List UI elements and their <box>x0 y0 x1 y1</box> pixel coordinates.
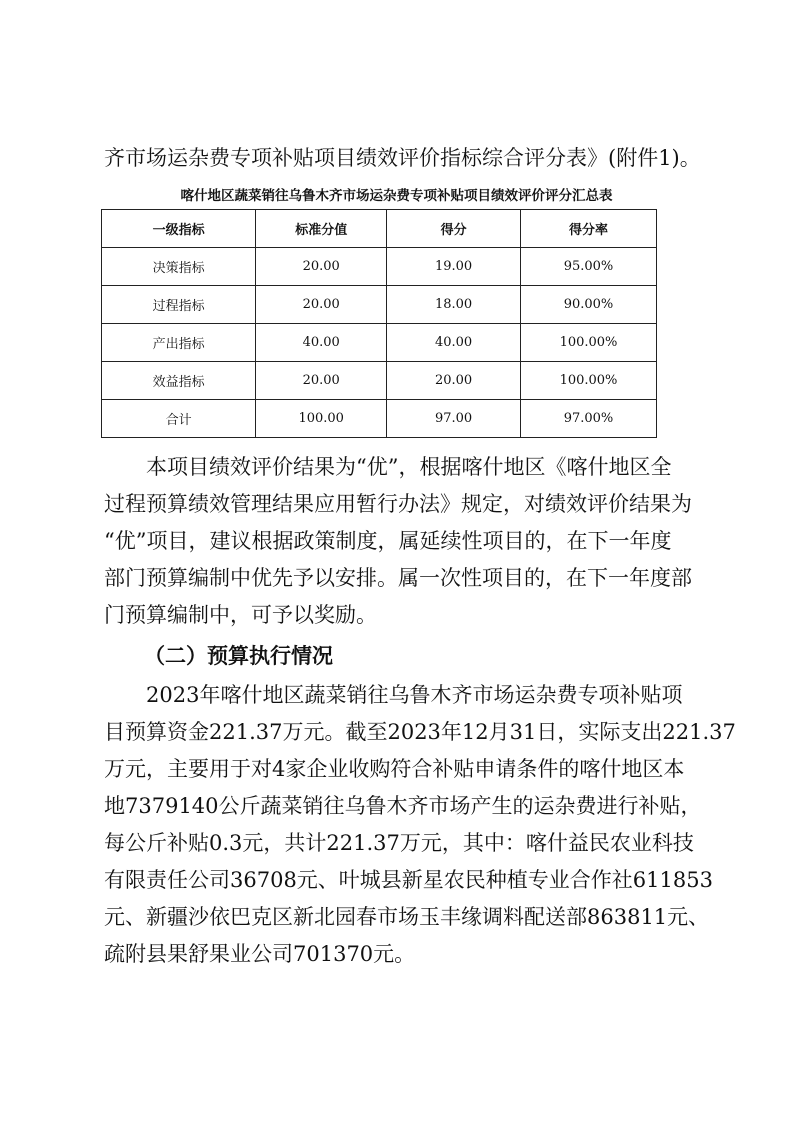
cell-score-rate: 100.00% <box>520 324 656 362</box>
cell-indicator: 效益指标 <box>102 362 256 400</box>
cell-standard-score: 20.00 <box>256 362 387 400</box>
cell-standard-score: 40.00 <box>256 324 387 362</box>
paragraph-line: 目预算资金221.37万元。截至2023年12月31日，实际支出221.37 <box>104 720 736 744</box>
cell-indicator: 产出指标 <box>102 324 256 362</box>
paragraph-line: 门预算编制中，可予以奖励。 <box>104 603 377 627</box>
intro-line: 齐市场运杂费专项补贴项目绩效评价指标综合评分表》(附件1)。 <box>104 146 701 170</box>
cell-indicator: 合计 <box>102 400 256 438</box>
paragraph-line: “优”项目，建议根据政策制度，属延续性项目的，在下一年度 <box>104 529 672 553</box>
table-row <box>102 286 657 324</box>
cell-indicator: 决策指标 <box>102 248 256 286</box>
cell-standard-score: 20.00 <box>256 248 387 286</box>
cell-score: 20.00 <box>387 362 521 400</box>
cell-standard-score: 100.00 <box>256 400 387 438</box>
cell-score: 18.00 <box>387 286 521 324</box>
header-score: 得分 <box>387 210 521 248</box>
cell-score-rate: 97.00% <box>520 400 656 438</box>
cell-score-rate: 95.00% <box>520 248 656 286</box>
cell-score: 40.00 <box>387 324 521 362</box>
table-header-row <box>102 210 657 248</box>
cell-score-rate: 90.00% <box>520 286 656 324</box>
header-score-rate: 得分率 <box>520 210 656 248</box>
cell-score: 97.00 <box>387 400 521 438</box>
paragraph-line: 疏附县果舒果业公司701370元。 <box>104 942 416 966</box>
table-title: 喀什地区蔬菜销往乌鲁木齐市场运杂费专项补贴项目绩效评价评分汇总表 <box>180 188 613 204</box>
table-row <box>102 248 657 286</box>
cell-indicator: 过程指标 <box>102 286 256 324</box>
paragraph-line: 万元，主要用于对4家企业收购符合补贴申请条件的喀什地区本 <box>104 757 685 781</box>
table-row <box>102 324 657 362</box>
cell-standard-score: 20.00 <box>256 286 387 324</box>
paragraph-line: 有限责任公司36708元、叶城县新星农民种植专业合作社611853 <box>104 868 713 892</box>
paragraph-line: 每公斤补贴0.3元，共计221.37万元，其中：喀什益民农业科技 <box>104 831 694 855</box>
cell-score-rate: 100.00% <box>520 362 656 400</box>
section-heading: （二）预算执行情况 <box>144 644 333 668</box>
header-standard-score: 标准分值 <box>256 210 387 248</box>
score-summary-table <box>101 209 657 438</box>
header-primary-indicator: 一级指标 <box>102 210 256 248</box>
paragraph-line: 部门预算编制中优先予以安排。属一次性项目的，在下一年度部 <box>104 566 692 590</box>
cell-score: 19.00 <box>387 248 521 286</box>
paragraph-line: 2023年喀什地区蔬菜销往乌鲁木齐市场运杂费专项补贴项 <box>146 683 683 707</box>
paragraph-line: 元、新疆沙依巴克区新北园春市场玉丰缘调料配送部863811元、 <box>104 905 710 929</box>
table-row <box>102 362 657 400</box>
paragraph-line: 本项目绩效评价结果为“优”，根据喀什地区《喀什地区全 <box>146 455 672 479</box>
paragraph-line: 地7379140公斤蔬菜销往乌鲁木齐市场产生的运杂费进行补贴， <box>104 794 702 818</box>
paragraph-line: 过程预算绩效管理结果应用暂行办法》规定，对绩效评价结果为 <box>104 492 692 516</box>
table-total-row <box>102 400 657 438</box>
